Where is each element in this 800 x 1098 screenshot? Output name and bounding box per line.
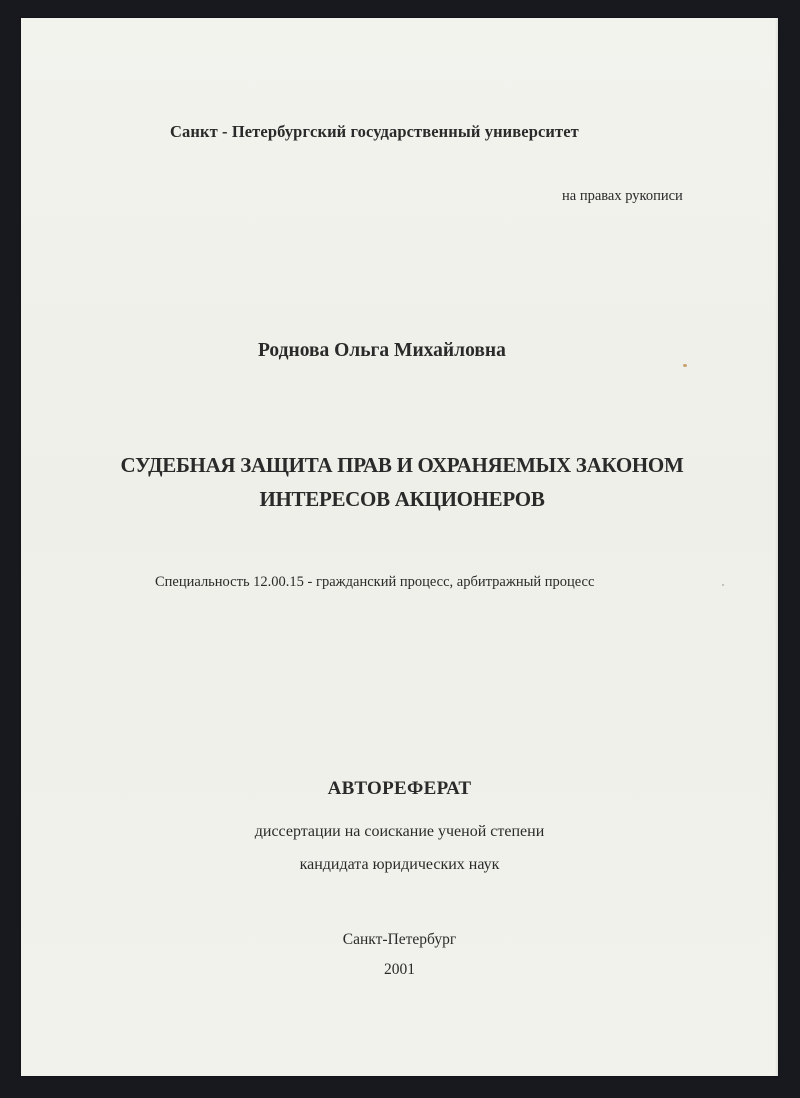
thesis-title-line-1: СУДЕБНАЯ ЗАЩИТА ПРАВ И ОХРАНЯЕМЫХ ЗАКОНОМ xyxy=(120,453,684,477)
paper-speck xyxy=(683,364,687,367)
document-page xyxy=(21,18,778,1076)
dissertation-line: диссертации на соискание ученой степени xyxy=(254,823,545,840)
degree-line: кандидата юридических наук xyxy=(299,856,500,873)
thesis-title-line-2: ИНТЕРЕСОВ АКЦИОНЕРОВ xyxy=(259,487,545,511)
abstract-label: АВТОРЕФЕРАТ xyxy=(327,778,472,799)
author-name: Роднова Ольга Михайловна xyxy=(258,340,506,361)
thesis-title xyxy=(92,448,712,516)
paper-speck xyxy=(722,584,724,586)
university-name: Санкт - Петербургский государственный университет xyxy=(170,122,579,141)
publication-year: 2001 xyxy=(384,961,415,978)
city-name: Санкт-Петербург xyxy=(342,931,457,948)
specialty-line: Специальность 12.00.15 - гражданский процесс, арбитражный процесс xyxy=(155,574,595,590)
manuscript-note: на правах рукописи xyxy=(562,188,683,204)
